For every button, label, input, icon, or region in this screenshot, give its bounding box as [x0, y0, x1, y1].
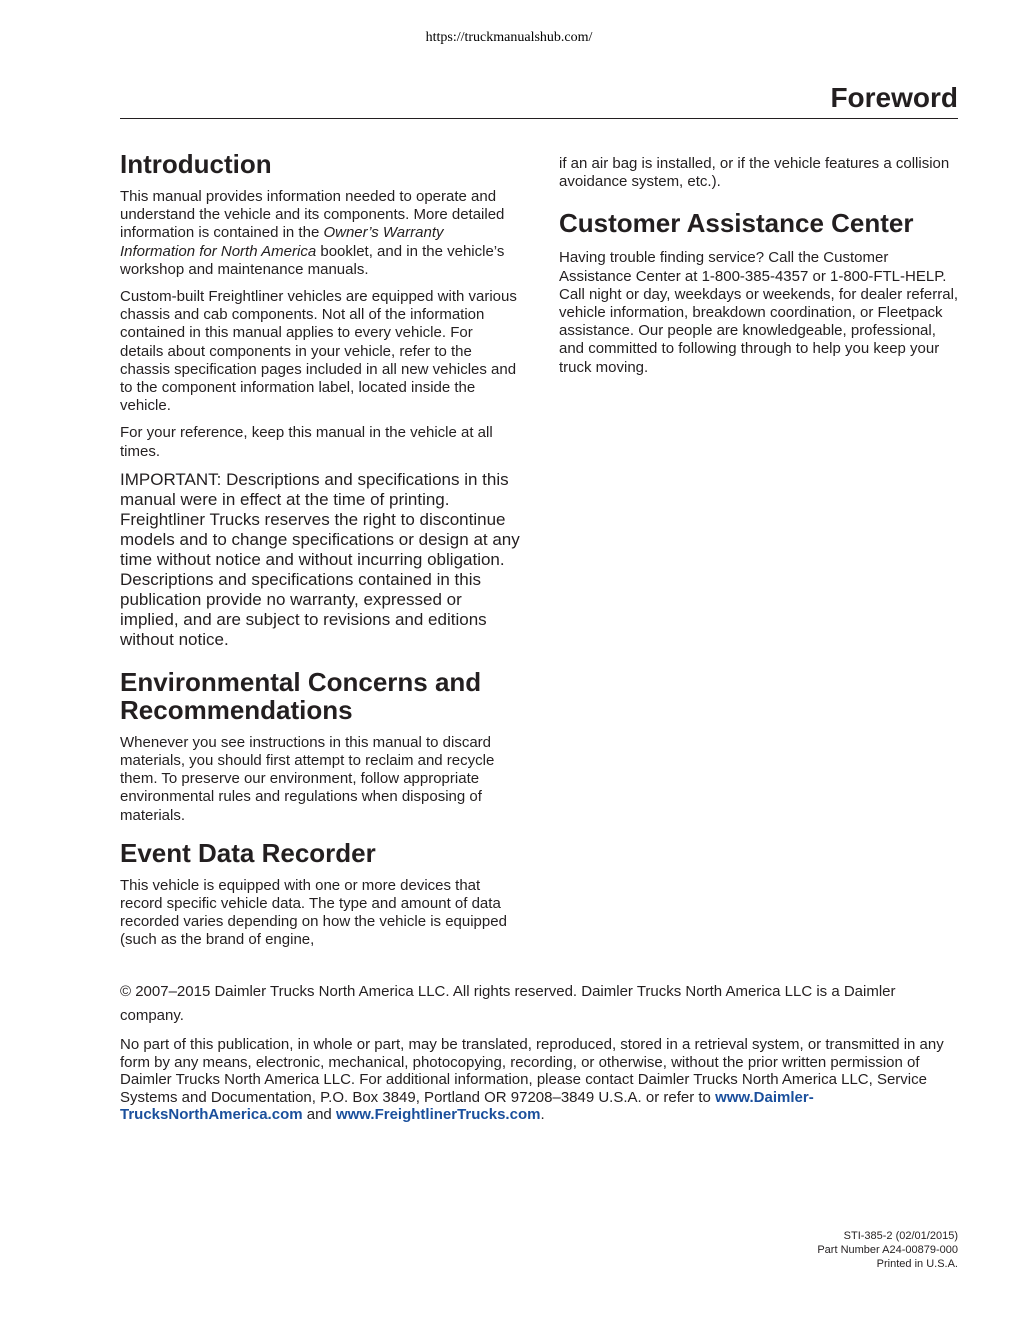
event-data-heading: Event Data Recorder — [120, 837, 376, 868]
freightliner-website-link[interactable]: www.FreightlinerTrucks.com — [335, 1106, 541, 1124]
notice-end: . — [540, 1106, 545, 1124]
introduction-paragraph-2: Custom-built Freightliner vehicles are equipped with various chassis and cab components. Not all of the information contained in this manual applies to every vehicle. For details about components in your vehicle, refer to the chassis specification pages included in all new vehicles and to the component information label, located inside the vehicle. — [120, 288, 517, 415]
right-column — [559, 155, 959, 386]
intro-p1-text: This manual provides information needed to operate and understand the vehicle and its components. More detailed information is contained in the — [120, 188, 505, 242]
part-number: Part Number A24-00879-000 — [817, 1244, 958, 1256]
reproduction-notice — [120, 1036, 960, 1124]
source-url: https://truckmanualshub.com/ — [425, 30, 593, 45]
copyright-notice: © 2007–2015 Daimler Trucks North America LLC. All rights reserved. Daimler Trucks North America LLC is a Daimler company. — [120, 983, 896, 1024]
document-number: STI-385-2 (02/01/2015) — [843, 1230, 958, 1242]
warranty-booklet-title: Owner’s Warranty Information for North America — [120, 224, 444, 260]
reproduction-text: No part of this publication, in whole or part, may be translated, reproduced, stored in a retrieval system, or transmitted in any form by any means, electronic, mechanical, photocopying, recording, or otherwise, without the prior written permission of Daimler Trucks North America LLC. For additional information, please contact Daimler Trucks North America LLC, Service Systems and Documentation, P.O. Box 3849, Portland OR 97208–3849 U.S.A. or refer to — [120, 1036, 944, 1106]
introduction-paragraph-1 — [120, 188, 520, 279]
introduction-heading: Introduction — [120, 149, 272, 179]
event-data-continuation: if an air bag is installed, or if the vehicle features a collision avoidance system, etc.). — [559, 155, 950, 191]
title-rule — [120, 118, 958, 119]
print-location: Printed in U.S.A. — [876, 1258, 958, 1270]
daimler-website-link[interactable]: www.Daimler-TrucksNorthAmerica.com — [120, 1088, 814, 1124]
left-column — [120, 150, 520, 959]
page-title: Foreword — [830, 82, 958, 113]
customer-assistance-heading: Customer Assistance Center — [559, 208, 914, 239]
event-data-paragraph: This vehicle is equipped with one or more devices that record specific vehicle data. The type and amount of data recorded varies depending on how the vehicle is equipped (such as the brand of engine, — [120, 876, 507, 949]
legal-block — [120, 980, 960, 1124]
environmental-heading: Environmental Concerns and Recommendations — [120, 666, 482, 725]
customer-assistance-paragraph: Having trouble finding service? Call the Customer Assistance Center at 1-800-385-4357 or 1-800-FTL-HELP. Call night or day, weekdays or weekends, for dealer referral, vehicle information, breakdown coordination, or Fleetpack assistance. Our people are knowledgeable, professional, and committed to following through to help you keep your truck moving. — [559, 249, 959, 376]
link-joiner: and — [302, 1106, 336, 1124]
important-notice: IMPORTANT: Descriptions and specifications in this manual were in effect at the time of printing. Freightliner Trucks reserves the right to discontinue models and to change specifications or design at any time without notice and without incurring obligation. Descriptions and specifications contained in this publication provide no warranty, expressed or implied, and are subject to revisions and editions without notice. — [120, 469, 520, 649]
environmental-paragraph: Whenever you see instructions in this manual to discard materials, you should first attempt to reclaim and recycle them. To preserve our environment, follow appropriate environmental rules and regulations when disposing of materials. — [120, 733, 495, 824]
publication-stamp — [817, 1229, 958, 1271]
introduction-paragraph-3: For your reference, keep this manual in the vehicle at all times. — [120, 424, 493, 460]
intro-p1-text-end: booklet, and in the vehicle’s workshop and maintenance manuals. — [120, 242, 505, 278]
